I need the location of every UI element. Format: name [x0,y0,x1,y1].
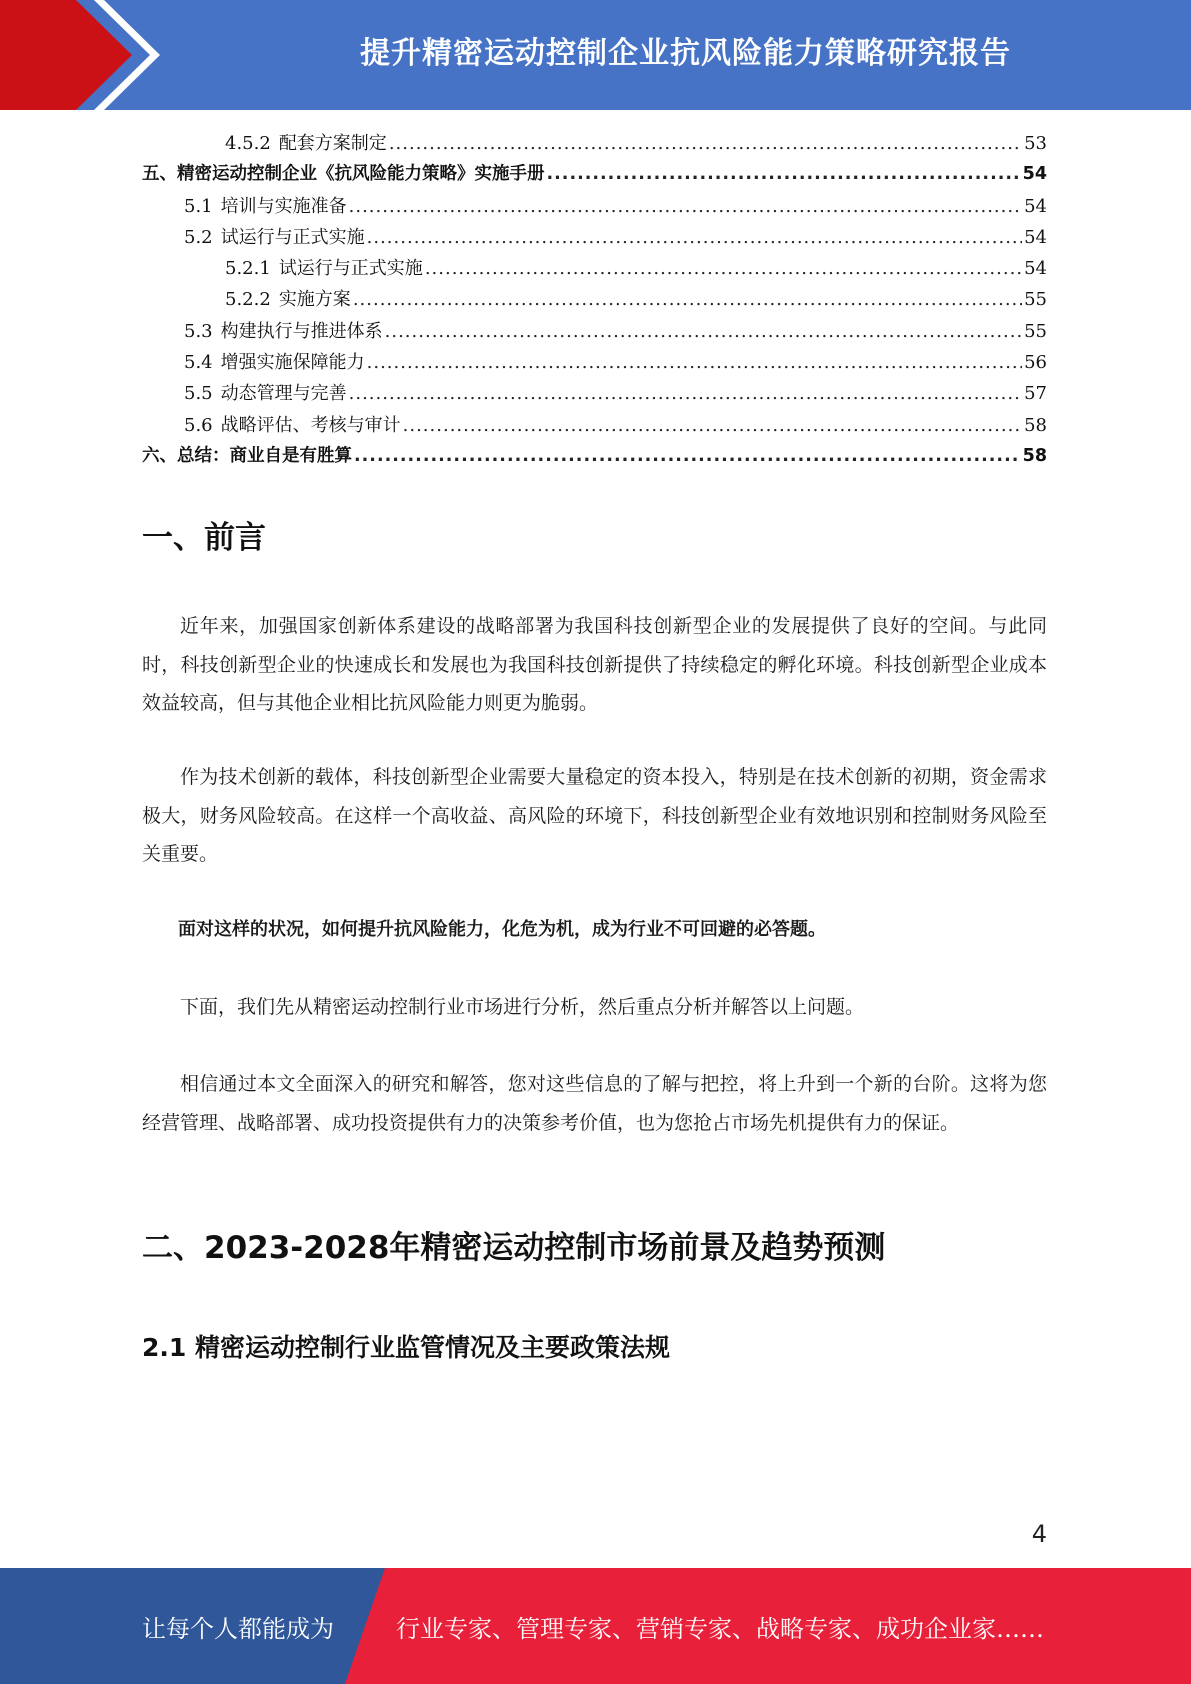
body-paragraph: 近年来，加强国家创新体系建设的战略部署为我国科技创新型企业的发展提供了良好的空间。与此同时，科技创新型企业的快速成长和发展也为我国科技创新提供了持续稳定的孵化环境。科技创新型企业成本效益较高，但与其他企业相比抗风险能力则更为脆弱。 [142,615,1047,714]
toc-number: 5.5 [184,383,213,405]
toc-label: 六、总结：商业自是有胜算 [142,445,352,466]
section-heading-preface: 一、前言 [142,520,266,556]
emphasis-paragraph: 面对这样的状况，如何提升抗风险能力，化危为机，成为行业不可回避的必答题。 [178,919,826,940]
toc-label: 动态管理与完善 [220,383,347,405]
toc-page: 54 [1024,258,1047,280]
toc-entry[interactable] [142,253,1047,284]
toc-entry[interactable] [142,410,1047,441]
toc-label: 试运行与正式实施 [220,226,365,248]
toc-label: 培训与实施准备 [220,195,347,217]
toc-page: 57 [1024,383,1047,405]
toc-page: 56 [1024,352,1047,374]
toc-label: 增强实施保障能力 [220,352,365,374]
toc-number: 5.2.1 [225,258,271,280]
toc-page: 54 [1024,226,1047,248]
toc-leader [349,378,1022,409]
toc-leader [353,284,1022,315]
toc-entry[interactable] [142,316,1047,347]
toc-entry[interactable] [142,128,1047,159]
footer-slogan-left: 让每个人都能成为 [142,1614,334,1643]
toc-page: 54 [1022,164,1047,185]
toc-leader [425,253,1022,284]
toc-leader [367,222,1022,253]
page-footer [0,1568,1191,1684]
subsection-heading-regulation: 2.1 精密运动控制行业监管情况及主要政策法规 [142,1333,670,1362]
toc-label: 试运行与正式实施 [278,258,423,280]
toc-entry[interactable] [142,222,1047,253]
toc-leader [367,347,1022,378]
toc-entry[interactable] [142,441,1047,472]
section-heading-forecast: 二、2023-2028年精密运动控制市场前景及趋势预测 [142,1230,886,1266]
page-header [0,0,1191,110]
toc-label: 实施方案 [278,289,351,311]
toc-page: 54 [1024,195,1047,217]
toc-number: 5.1 [184,195,213,217]
toc-entry[interactable] [142,284,1047,315]
toc-entry[interactable] [142,191,1047,222]
toc-label: 战略评估、考核与审计 [220,414,401,436]
toc-entry[interactable] [142,347,1047,378]
toc-page: 53 [1024,133,1047,154]
body-paragraph: 相信通过本文全面深入的研究和解答，您对这些信息的了解与把控，将上升到一个新的台阶。这将为您经营管理、战略部署、成功投资提供有力的决策参考价值，也为您抢占市场先机提供有力的保证。 [142,1073,1047,1134]
footer-slogan-right: 行业专家、管理专家、营销专家、战略专家、成功企业家…… [396,1614,1044,1643]
toc-label: 配套方案制定 [278,133,387,154]
toc-number: 5.6 [184,414,213,436]
table-of-contents [142,128,1047,472]
toc-page: 55 [1024,289,1047,311]
toc-number: 5.2.2 [225,289,271,311]
toc-number: 5.3 [184,320,213,342]
toc-leader [403,410,1022,441]
toc-number: 5.2 [184,226,213,248]
toc-page: 58 [1024,414,1047,436]
toc-number: 4.5.2 [225,133,271,154]
header-arrow-decoration [0,0,160,110]
body-paragraph: 下面，我们先从精密运动控制行业市场进行分析，然后重点分析并解答以上问题。 [180,996,865,1018]
page-number: 4 [1031,1520,1047,1548]
report-title: 提升精密运动控制企业抗风险能力策略研究报告 [360,36,1011,71]
body-paragraph: 作为技术创新的载体，科技创新型企业需要大量稳定的资本投入，特别是在技术创新的初期，资金需求极大，财务风险较高。在这样一个高收益、高风险的环境下，科技创新型企业有效地识别和控制财务风险至关重要。 [142,766,1047,865]
toc-leader [547,159,1021,190]
toc-leader [389,128,1022,159]
toc-leader [385,316,1022,347]
toc-label: 五、精密运动控制企业《抗风险能力策略》实施手册 [142,164,545,185]
toc-entry[interactable] [142,159,1047,190]
toc-entry[interactable] [142,378,1047,409]
toc-page: 58 [1022,445,1047,466]
toc-number: 5.4 [184,352,213,374]
toc-leader [349,191,1022,222]
toc-label: 构建执行与推进体系 [220,320,383,342]
toc-leader [354,441,1021,472]
toc-page: 55 [1024,320,1047,342]
